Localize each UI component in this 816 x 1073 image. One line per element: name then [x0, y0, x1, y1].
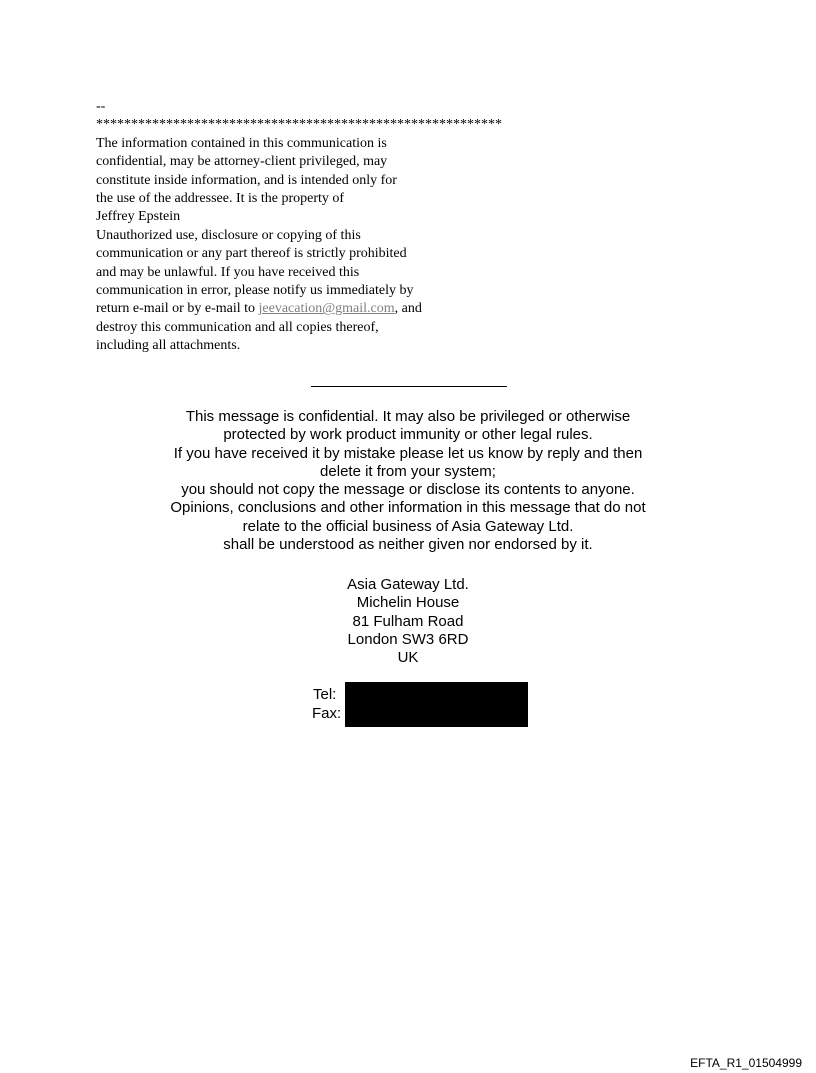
email-link[interactable]: jeevacation@gmail.com — [258, 301, 395, 317]
horizontal-divider — [311, 386, 507, 387]
disclaimer-line: constitute inside information, and is intended only for — [96, 172, 397, 188]
address-line: 81 Fulham Road — [352, 612, 464, 630]
document-id: EFTA_R1_01504999 — [690, 1056, 802, 1070]
email-line-suffix: , and — [394, 301, 422, 317]
redaction-box — [345, 682, 528, 727]
asterisk-separator: ********************************************************** — [96, 117, 502, 133]
disclaimer-email-line — [96, 300, 616, 318]
email-line-prefix: return e-mail or by e-mail to — [96, 301, 259, 317]
signature-dashes: -- — [96, 99, 106, 114]
disclaimer-line: the use of the addressee. It is the property of — [96, 191, 345, 207]
notice-line: Opinions, conclusions and other information in this message that do not — [170, 499, 646, 517]
address-line: UK — [397, 649, 419, 667]
notice-line: delete it from your system; — [320, 462, 496, 480]
notice-line: you should not copy the message or disclose its contents to anyone. — [181, 481, 635, 499]
disclaimer-line: confidential, may be attorney-client privileged, may — [96, 154, 388, 170]
notice-line: This message is confidential. It may also be privileged or otherwise — [185, 408, 631, 425]
disclaimer-line: The information contained in this communication is — [96, 135, 387, 151]
disclaimer-line: communication or any part thereof is strictly prohibited — [96, 246, 407, 262]
tel-label: Tel: — [313, 686, 337, 703]
notice-line: relate to the official business of Asia Gateway Ltd. — [242, 517, 574, 535]
disclaimer-line: Jeffrey Epstein — [96, 209, 181, 225]
disclaimer-line: communication in error, please notify us immediately by — [96, 283, 414, 299]
disclaimer-line: destroy this communication and all copies thereof, — [96, 319, 379, 335]
address-line: Michelin House — [356, 594, 460, 612]
company-address — [0, 576, 816, 667]
notice-line: If you have received it by mistake please let us know by reply and then — [173, 444, 643, 462]
address-line: Asia Gateway Ltd. — [347, 576, 469, 593]
fax-label: Fax: — [312, 705, 342, 722]
disclaimer-line: Unauthorized use, disclosure or copying of this — [96, 227, 361, 243]
confidentiality-disclaimer — [96, 98, 616, 356]
disclaimer-line: including all attachments. — [96, 338, 241, 354]
address-line: London SW3 6RD — [347, 630, 469, 648]
notice-line: protected by work product immunity or other legal rules. — [223, 426, 593, 444]
notice-line: shall be understood as neither given nor endorsed by it. — [223, 536, 593, 554]
legal-notice — [0, 408, 816, 554]
disclaimer-line: and may be unlawful. If you have received this — [96, 264, 360, 280]
